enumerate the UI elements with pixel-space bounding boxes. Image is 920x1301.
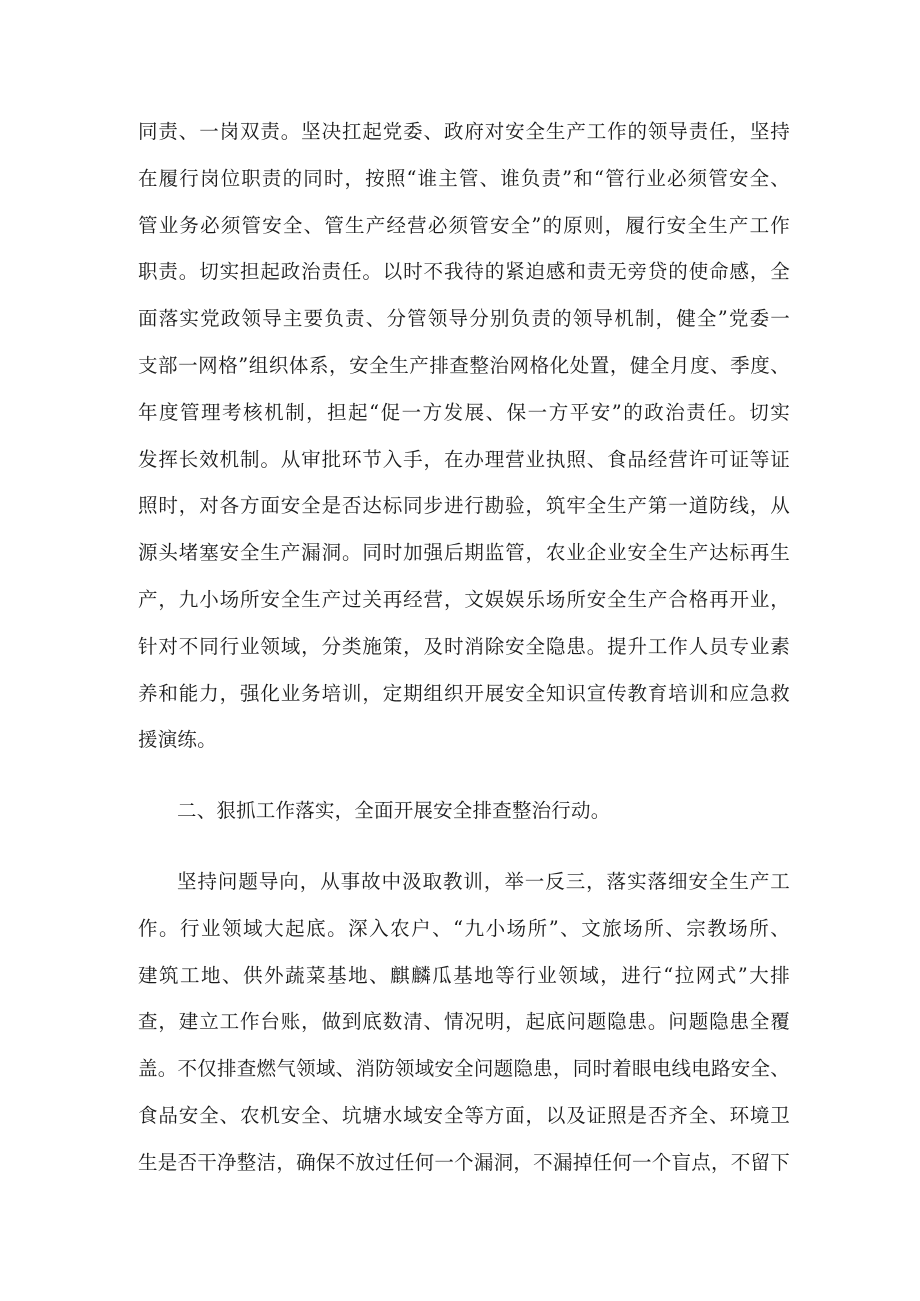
- section-heading: 二、狠抓工作落实，全面开展安全排查整治行动。: [177, 799, 611, 823]
- paragraph-line: 年度管理考核机制，担起“促一方发展、保一方平安”的政治责任。切实: [138, 400, 790, 424]
- paragraph-line: 同责、一岗双责。坚决扛起党委、政府对安全生产工作的领导责任，坚持: [138, 120, 790, 143]
- paragraph-2: [138, 859, 790, 1187]
- paragraph-gap: [138, 835, 790, 859]
- paragraph-line: 坚持问题导向，从事故中汲取教训，举一反三，落实落细安全生产工: [177, 869, 790, 893]
- paragraph-line: 职责。切实担起政治责任。以时不我待的紧迫感和责无旁贷的使命感，全: [138, 260, 790, 284]
- paragraph-line: 盖。不仅排查燃气领域、消防领域安全问题隐患，同时着眼电线电路安全、: [138, 1057, 790, 1081]
- paragraph-line: 管业务必须管安全、管生产经营必须管安全”的原则，履行安全生产工作: [138, 213, 790, 237]
- paragraph-line: 针对不同行业领域，分类施策，及时消除安全隐患。提升工作人员专业素: [138, 634, 790, 658]
- paragraph-line: 作。行业领域大起底。深入农户、“九小场所”、文旅场所、宗教场所、: [138, 916, 790, 940]
- paragraph-line: 援演练。: [138, 728, 217, 752]
- paragraph-line: 支部一网格”组织体系，安全生产排查整治网格化处置，健全月度、季度、: [138, 353, 790, 377]
- paragraph-line: 建筑工地、供外蔬菜基地、麒麟瓜基地等行业领域，进行“拉网式”大排: [138, 963, 790, 987]
- paragraph-line: 在履行岗位职责的同时，按照“谁主管、谁负责”和“管行业必须管安全、: [138, 166, 790, 190]
- paragraph-line: 照时，对各方面安全是否达标同步进行勘验，筑牢全生产第一道防线，从: [138, 494, 790, 518]
- paragraph-line: 面落实党政领导主要负责、分管领导分别负责的领导机制，健全”党委一: [138, 307, 790, 331]
- paragraph-line: 食品安全、农机安全、坑塘水域安全等方面，以及证照是否齐全、环境卫: [138, 1103, 790, 1127]
- paragraph-gap: [138, 764, 790, 788]
- paragraph-line: 生是否干净整洁，确保不放过任何一个漏洞，不漏掉任何一个盲点，不留下: [138, 1150, 790, 1174]
- paragraph-line: 养和能力，强化业务培训，定期组织开展安全知识宣传教育培训和应急救: [138, 681, 790, 705]
- paragraph-line: 产，九小场所安全生产过关再经营，文娱娱乐场所安全生产合格再开业，: [138, 587, 790, 611]
- paragraph-line: 查，建立工作台账，做到底数清、情况明，起底问题隐患。问题隐患全覆: [138, 1010, 790, 1034]
- paragraph-1: [138, 109, 790, 764]
- document-body: [138, 109, 790, 1187]
- paragraph-line: 发挥长效机制。从审批环节入手，在办理营业执照、食品经营许可证等证: [138, 447, 790, 471]
- paragraph-line: 源头堵塞安全生产漏洞。同时加强后期监管，农业企业安全生产达标再生: [138, 541, 790, 565]
